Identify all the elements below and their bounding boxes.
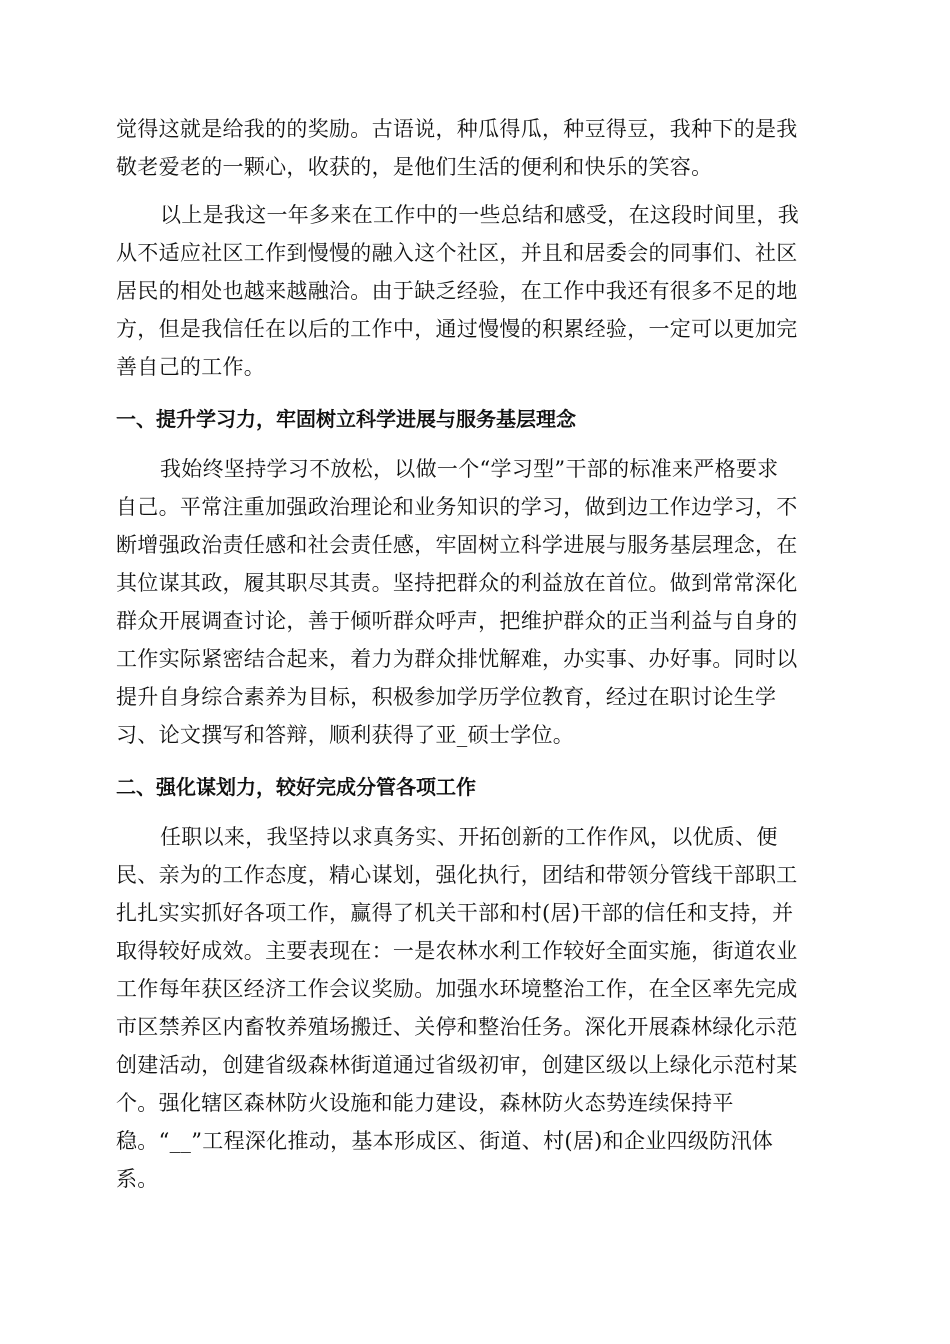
section-heading-learning: 一、提升学习力，牢固树立科学进展与服务基层理念 [116,407,576,431]
text-line: 觉得这就是给我的的奖励。古语说，种瓜得瓜，种豆得豆，我种下的是我 [116,117,798,141]
text-line: 断增强政治责任感和社会责任感，牢固树立科学进展与服务基层理念，在 [116,533,798,557]
text-line: 以上是我这一年多来在工作中的一些总结和感受，在这段时间里，我 [160,203,799,227]
text-line: 我始终坚持学习不放松，以做一个“学习型”干部的标准来严格要求 [160,457,779,481]
text-line: 工作每年获区经济工作会议奖励。加强水环境整治工作，在全区率先完成 [116,977,798,1001]
text-line: 从不适应社区工作到慢慢的融入这个社区，并且和居委会的同事们、社区 [116,241,798,265]
text-line: 善自己的工作。 [116,355,266,379]
paragraph-planning [116,818,836,1198]
text-line: 市区禁养区内畜牧养殖场搬迁、关停和整治任务。深化开展森林绿化示范 [116,1015,798,1039]
text-line: 群众开展调查讨论，善于倾听群众呼声，把维护群众的正当利益与自身的 [116,609,798,633]
text-line: 自己。平常注重加强政治理论和业务知识的学习，做到边工作边学习，不 [116,495,798,519]
text-line: 方，但是我信任在以后的工作中，通过慢慢的积累经验，一定可以更加完 [116,317,798,341]
text-line: 取得较好成效。主要表现在：一是农林水利工作较好全面实施，街道农业 [116,939,798,963]
text-line: 其位谋其政，履其职尽其责。坚持把群众的利益放在首位。做到常常深化 [116,571,798,595]
text-line: 个。强化辖区森林防火设施和能力建设，森林防火态势连续保持平 [116,1091,734,1115]
text-line: 敬老爱老的一颗心，收获的，是他们生活的便利和快乐的笑容。 [116,155,713,179]
text-line: 创建活动，创建省级森林街道通过省级初审，创建区级以上绿化示范村某 [116,1053,798,1077]
text-line: 扎扎实实抓好各项工作，赢得了机关干部和村(居)干部的信任和支持，并 [116,901,794,925]
paragraph-learning [116,450,836,754]
text-line: 任职以来，我坚持以求真务实、开拓创新的工作作风，以优质、便 [160,825,778,849]
text-line: 工作实际紧密结合起来，着力为群众排忧解难，办实事、办好事。同时以 [116,647,798,671]
document-page [116,110,836,1198]
text-line: 居民的相处也越来越融洽。由于缺乏经验，在工作中我还有很多不足的地 [116,279,798,303]
section-heading-planning: 二、强化谋划力，较好完成分管各项工作 [116,775,476,799]
text-line: 习、论文撰写和答辩，顺利获得了亚_硕士学位。 [116,723,575,747]
text-line: 民、亲为的工作态度，精心谋划，强化执行，团结和带领分管线干部职工 [116,863,798,887]
text-line: 稳。“__”工程深化推动，基本形成区、街道、村(居)和企业四级防汛体 [116,1129,774,1153]
paragraph-reward [116,110,836,186]
paragraph-summary [116,196,836,386]
text-line: 提升自身综合素养为目标，积极参加学历学位教育，经过在职讨论生学 [116,685,777,709]
text-line: 系。 [116,1167,159,1191]
